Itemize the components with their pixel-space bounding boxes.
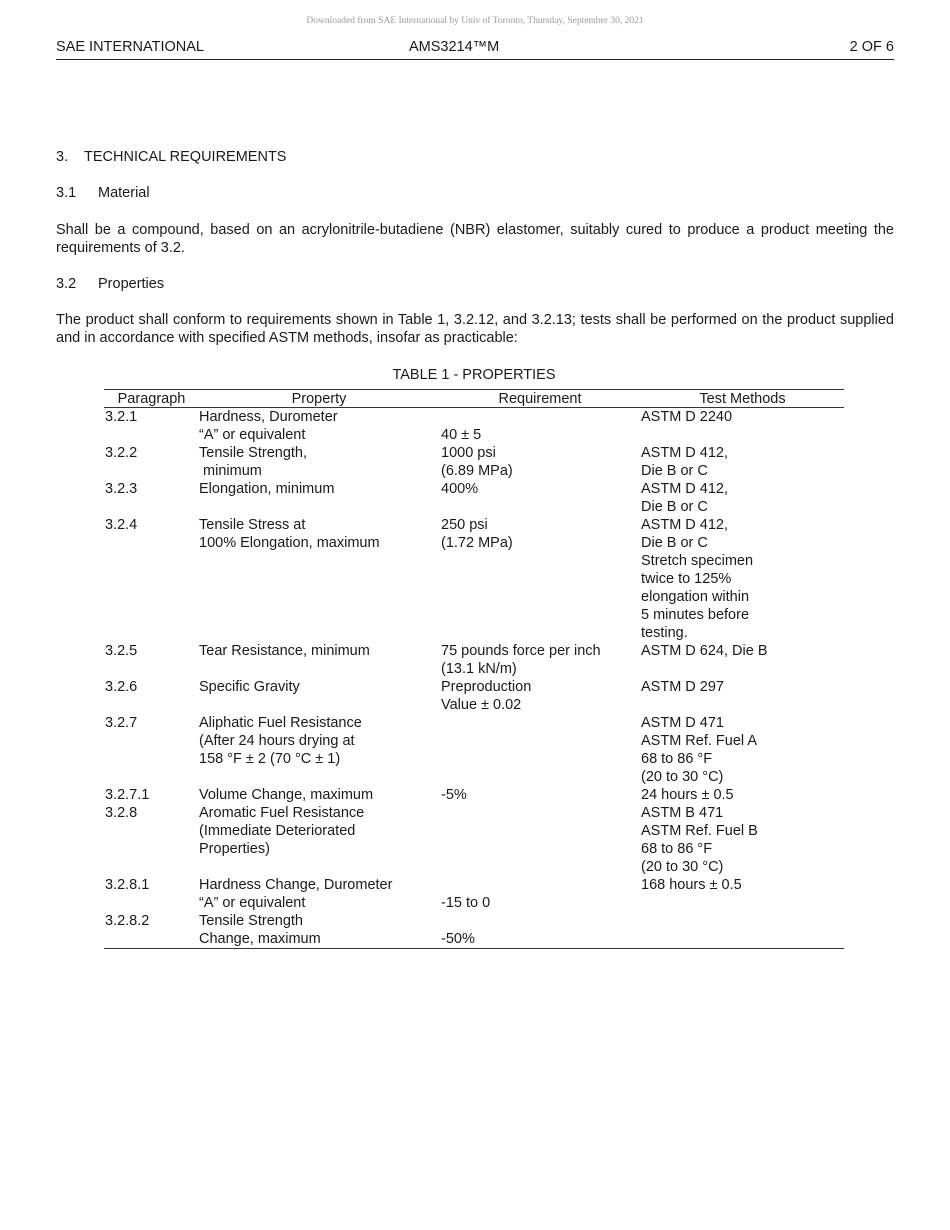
cell-paragraph: 3.2.5: [105, 643, 138, 659]
cell-property: Aliphatic Fuel Resistance (After 24 hours drying at 158 °F ± 2 (70 °C ± 1): [199, 715, 362, 767]
header-property: Property: [291, 391, 347, 407]
table-header-row: [104, 390, 844, 408]
cell-requirement: 40 ± 5: [441, 427, 482, 443]
table-row: [104, 480, 844, 516]
cell-property: Tensile Strength Change, maximum: [199, 913, 321, 947]
cell-paragraph: 3.2.7.1: [105, 787, 150, 803]
cell-test-method: ASTM D 2240: [641, 409, 733, 425]
section-title: Properties: [98, 276, 165, 292]
section-title: TECHNICAL REQUIREMENTS: [84, 149, 287, 165]
table-row: [104, 804, 844, 876]
cell-test-method: ASTM D 412, Die B or C: [641, 445, 729, 479]
cell-paragraph: 3.2.8.1: [105, 877, 150, 893]
cell-property: Hardness, Durometer “A” or equivalent: [199, 409, 338, 443]
section-3-2-heading: [56, 276, 164, 294]
table-row: [104, 642, 844, 678]
cell-property: Specific Gravity: [199, 679, 300, 695]
cell-test-method: ASTM D 297: [641, 679, 724, 695]
cell-property: Volume Change, maximum: [199, 787, 374, 803]
cell-requirement: 400%: [441, 481, 479, 497]
cell-requirement: -15 to 0: [441, 895, 491, 911]
section-3-heading: [56, 149, 286, 167]
section-number: 3.1: [56, 185, 77, 201]
cell-requirement: Preproduction Value ± 0.02: [441, 679, 532, 713]
section-number: 3.2: [56, 276, 77, 292]
cell-requirement: 75 pounds force per inch (13.1 kN/m): [441, 643, 601, 677]
cell-test-method: ASTM D 412, Die B or C Stretch specimen twice to 125% elongation within 5 minutes before testing.: [641, 517, 754, 641]
cell-paragraph: 3.2.2: [105, 445, 138, 461]
cell-paragraph: 3.2.3: [105, 481, 138, 497]
cell-requirement: -50%: [441, 931, 475, 947]
cell-paragraph: 3.2.7: [105, 715, 138, 731]
cell-test-method: ASTM D 412, Die B or C: [641, 481, 729, 515]
header-org: SAE INTERNATIONAL: [56, 39, 204, 55]
cell-paragraph: 3.2.8: [105, 805, 138, 821]
table-row: [104, 876, 844, 912]
cell-requirement: 1000 psi (6.89 MPa): [441, 445, 513, 479]
table-row: [104, 912, 844, 948]
cell-requirement: -5%: [441, 787, 467, 803]
download-watermark: Downloaded from SAE International by Univ of Toronto, Thursday, September 30, 2021: [306, 16, 644, 26]
section-number: 3.: [56, 149, 69, 165]
header-page-number: 2 OF 6: [849, 39, 894, 55]
section-3-1-heading: [56, 185, 150, 203]
page-header: [56, 39, 894, 60]
section-3-2-body: The product shall conform to requirements shown in Table 1, 3.2.12, and 3.2.13; tests shall be performed on the product supplied and in accordance with specified ASTM methods, insofar as practicable:: [56, 312, 894, 346]
cell-property: Hardness Change, Durometer “A” or equivalent: [199, 877, 393, 911]
section-title: Material: [98, 185, 150, 201]
cell-paragraph: 3.2.8.2: [105, 913, 150, 929]
cell-property: Tensile Strength, minimum: [199, 445, 308, 479]
table-row: [104, 444, 844, 480]
section-3-1-body: Shall be a compound, based on an acrylonitrile-butadiene (NBR) elastomer, suitably cured to produce a product meeting the requirements of 3.2.: [56, 222, 894, 256]
cell-test-method: ASTM D 624, Die B: [641, 643, 768, 659]
properties-table: [104, 389, 844, 949]
table-body: [104, 408, 844, 948]
table-row: [104, 516, 844, 642]
cell-property: Tensile Stress at 100% Elongation, maximum: [199, 517, 380, 551]
cell-requirement: 250 psi (1.72 MPa): [441, 517, 513, 551]
cell-property: Aromatic Fuel Resistance (Immediate Deteriorated Properties): [199, 805, 365, 857]
header-paragraph: Paragraph: [117, 391, 186, 407]
cell-test-method: ASTM D 471 ASTM Ref. Fuel A 68 to 86 °F (20 to 30 °C): [641, 715, 758, 785]
cell-paragraph: 3.2.6: [105, 679, 138, 695]
table-row: [104, 678, 844, 714]
table-row: [104, 714, 844, 786]
cell-property: Elongation, minimum: [199, 481, 335, 497]
cell-test-method: 168 hours ± 0.5: [641, 877, 742, 893]
table-row: [104, 786, 844, 804]
cell-paragraph: 3.2.4: [105, 517, 138, 533]
table-row: [104, 408, 844, 444]
cell-test-method: 24 hours ± 0.5: [641, 787, 734, 803]
cell-paragraph: 3.2.1: [105, 409, 138, 425]
header-test-methods: Test Methods: [699, 391, 786, 407]
cell-test-method: ASTM B 471 ASTM Ref. Fuel B 68 to 86 °F (20 to 30 °C): [641, 805, 758, 875]
header-requirement: Requirement: [498, 391, 582, 407]
table-title: TABLE 1 - PROPERTIES: [392, 367, 556, 383]
header-doc-number: AMS3214™M: [409, 39, 500, 55]
cell-property: Tear Resistance, minimum: [199, 643, 370, 659]
